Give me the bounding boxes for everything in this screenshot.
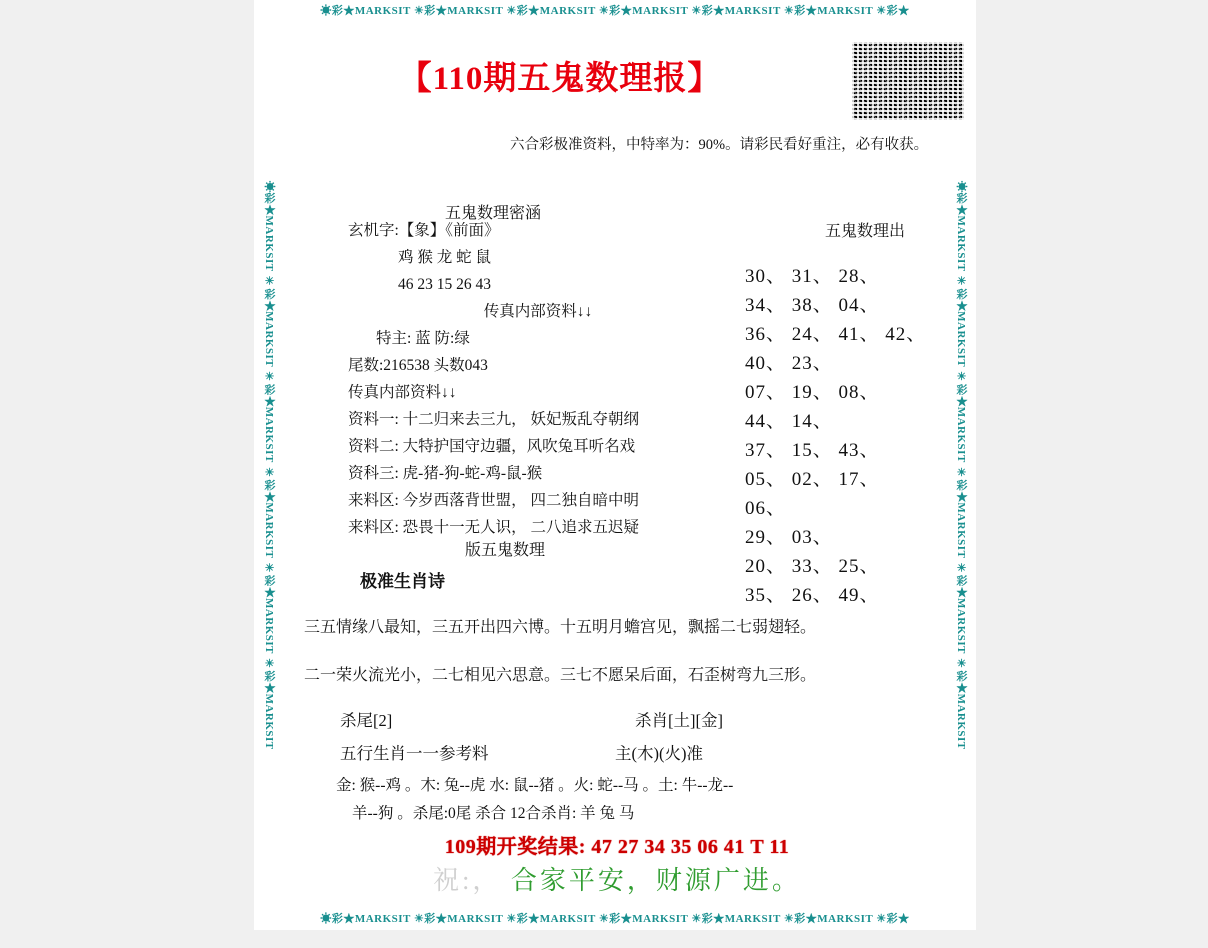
tail-head-line: 尾数:216538 头数043	[348, 357, 488, 374]
decorative-border-right: ☀彩★MARKSIT ☀彩★MARKSIT ☀彩★MARKSIT ☀彩★MARKSIT ☀彩★MARKSIT ☀彩★MARKSIT	[955, 180, 967, 750]
decorative-border-top: ☀彩★MARKSIT ☀彩★MARKSIT ☀彩★MARKSIT ☀彩★MARKSIT ☀彩★MARKSIT ☀彩★MARKSIT ☀彩★	[320, 5, 910, 17]
wuxing-detail-line-1: 金: 猴--鸡 。木: 兔--虎 水: 鼠--猪 。火: 蛇--马 。土: 牛--龙--	[336, 777, 734, 794]
number-row: 07、 19、 08、	[745, 382, 880, 403]
number-row: 34、 38、 04、	[745, 295, 880, 316]
xuanji-line: 玄机字:【象】《前面》	[348, 222, 500, 239]
number-row: 05、 02、 17、	[745, 469, 880, 490]
data-line-5: 来料区: 恐畏十一无人识， 二八追求五迟疑	[348, 519, 640, 536]
lottery-poster	[254, 0, 976, 930]
decorative-border-bottom: ☀彩★MARKSIT ☀彩★MARKSIT ☀彩★MARKSIT ☀彩★MARKSIT ☀彩★MARKSIT ☀彩★MARKSIT ☀彩★	[320, 913, 910, 925]
number-row: 30、 31、 28、	[745, 266, 880, 287]
blessing-part-1: 祝:，	[433, 866, 502, 895]
decorative-border-left: ☀彩★MARKSIT ☀彩★MARKSIT ☀彩★MARKSIT ☀彩★MARKSIT ☀彩★MARKSIT ☀彩★MARKSIT	[263, 180, 275, 750]
special-line: 特主: 蓝 防:绿	[376, 330, 470, 347]
wuxing-detail-line-2: 羊--狗 。杀尾:0尾 杀合 12合杀肖: 羊 兔 马	[352, 805, 635, 822]
poem-line-1: 三五情缘八最知，三五开出四六博。十五明月蟾宫见，飘摇二七弱翅轻。	[304, 619, 817, 636]
wuxing-label: 五行生肖一一参考料	[340, 744, 489, 763]
data-line-3: 资科三: 虎-猪-狗-蛇-鸡-鼠-猴	[348, 465, 543, 482]
number-line: 46 23 15 26 43	[398, 276, 491, 293]
number-row: 44、 14、	[745, 411, 833, 432]
data-line-2: 资料二: 大特护国守边疆，风吹兔耳听名戏	[348, 438, 636, 455]
page-title: 【110期五鬼数理报】	[398, 61, 722, 97]
fax-label-1: 传真内部资料↓↓	[483, 303, 593, 320]
kill-zodiac-label: 杀肖[土][金]	[635, 711, 723, 730]
kill-tail-label: 杀尾[2]	[340, 711, 393, 730]
poem-line-2: 二一荣火流光小，二七相见六思意。三七不愿呆后面，石歪树弯九三形。	[304, 667, 817, 684]
content-sheet	[290, 22, 940, 908]
blessing-part-2: 合家平安，财源广进。	[510, 866, 801, 895]
jizhun-heading: 极准生肖诗	[360, 572, 445, 591]
right-panel	[745, 217, 976, 610]
data-line-1: 资料一: 十二归来去三九， 妖妃叛乱夺朝纲	[348, 411, 640, 428]
zodiac-line: 鸡 猴 龙 蛇 鼠	[398, 249, 492, 266]
intro-text: 六合彩极准资料，中特率为：90%。请彩民看好重注，必有收获。	[510, 137, 929, 153]
qr-code-icon[interactable]	[852, 42, 964, 120]
number-row: 20、 33、 25、	[745, 556, 880, 577]
number-row: 06、	[745, 498, 787, 519]
number-row: 29、 03、	[745, 527, 833, 548]
left-panel	[348, 217, 728, 541]
ban-heading: 版五鬼数理	[465, 542, 546, 559]
number-row: 40、 23、	[745, 353, 833, 374]
previous-result: 109期开奖结果: 47 27 34 35 06 41 T 11	[444, 836, 790, 858]
blessing-text	[312, 860, 922, 897]
number-row: 37、 15、 43、	[745, 440, 880, 461]
number-row: 35、 26、 49、	[745, 585, 880, 606]
number-row: 36、 24、 41、 42、	[745, 324, 927, 345]
fax-label-2: 传真内部资料↓↓	[348, 384, 457, 401]
right-panel-heading: 五鬼数理出	[824, 223, 905, 240]
zhu-label: 主(木)(火)准	[615, 744, 703, 763]
left-panel-heading: 五鬼数理密涵	[445, 205, 542, 222]
data-line-4: 来料区: 今岁西落背世盟， 四二独自暗中明	[348, 492, 640, 509]
